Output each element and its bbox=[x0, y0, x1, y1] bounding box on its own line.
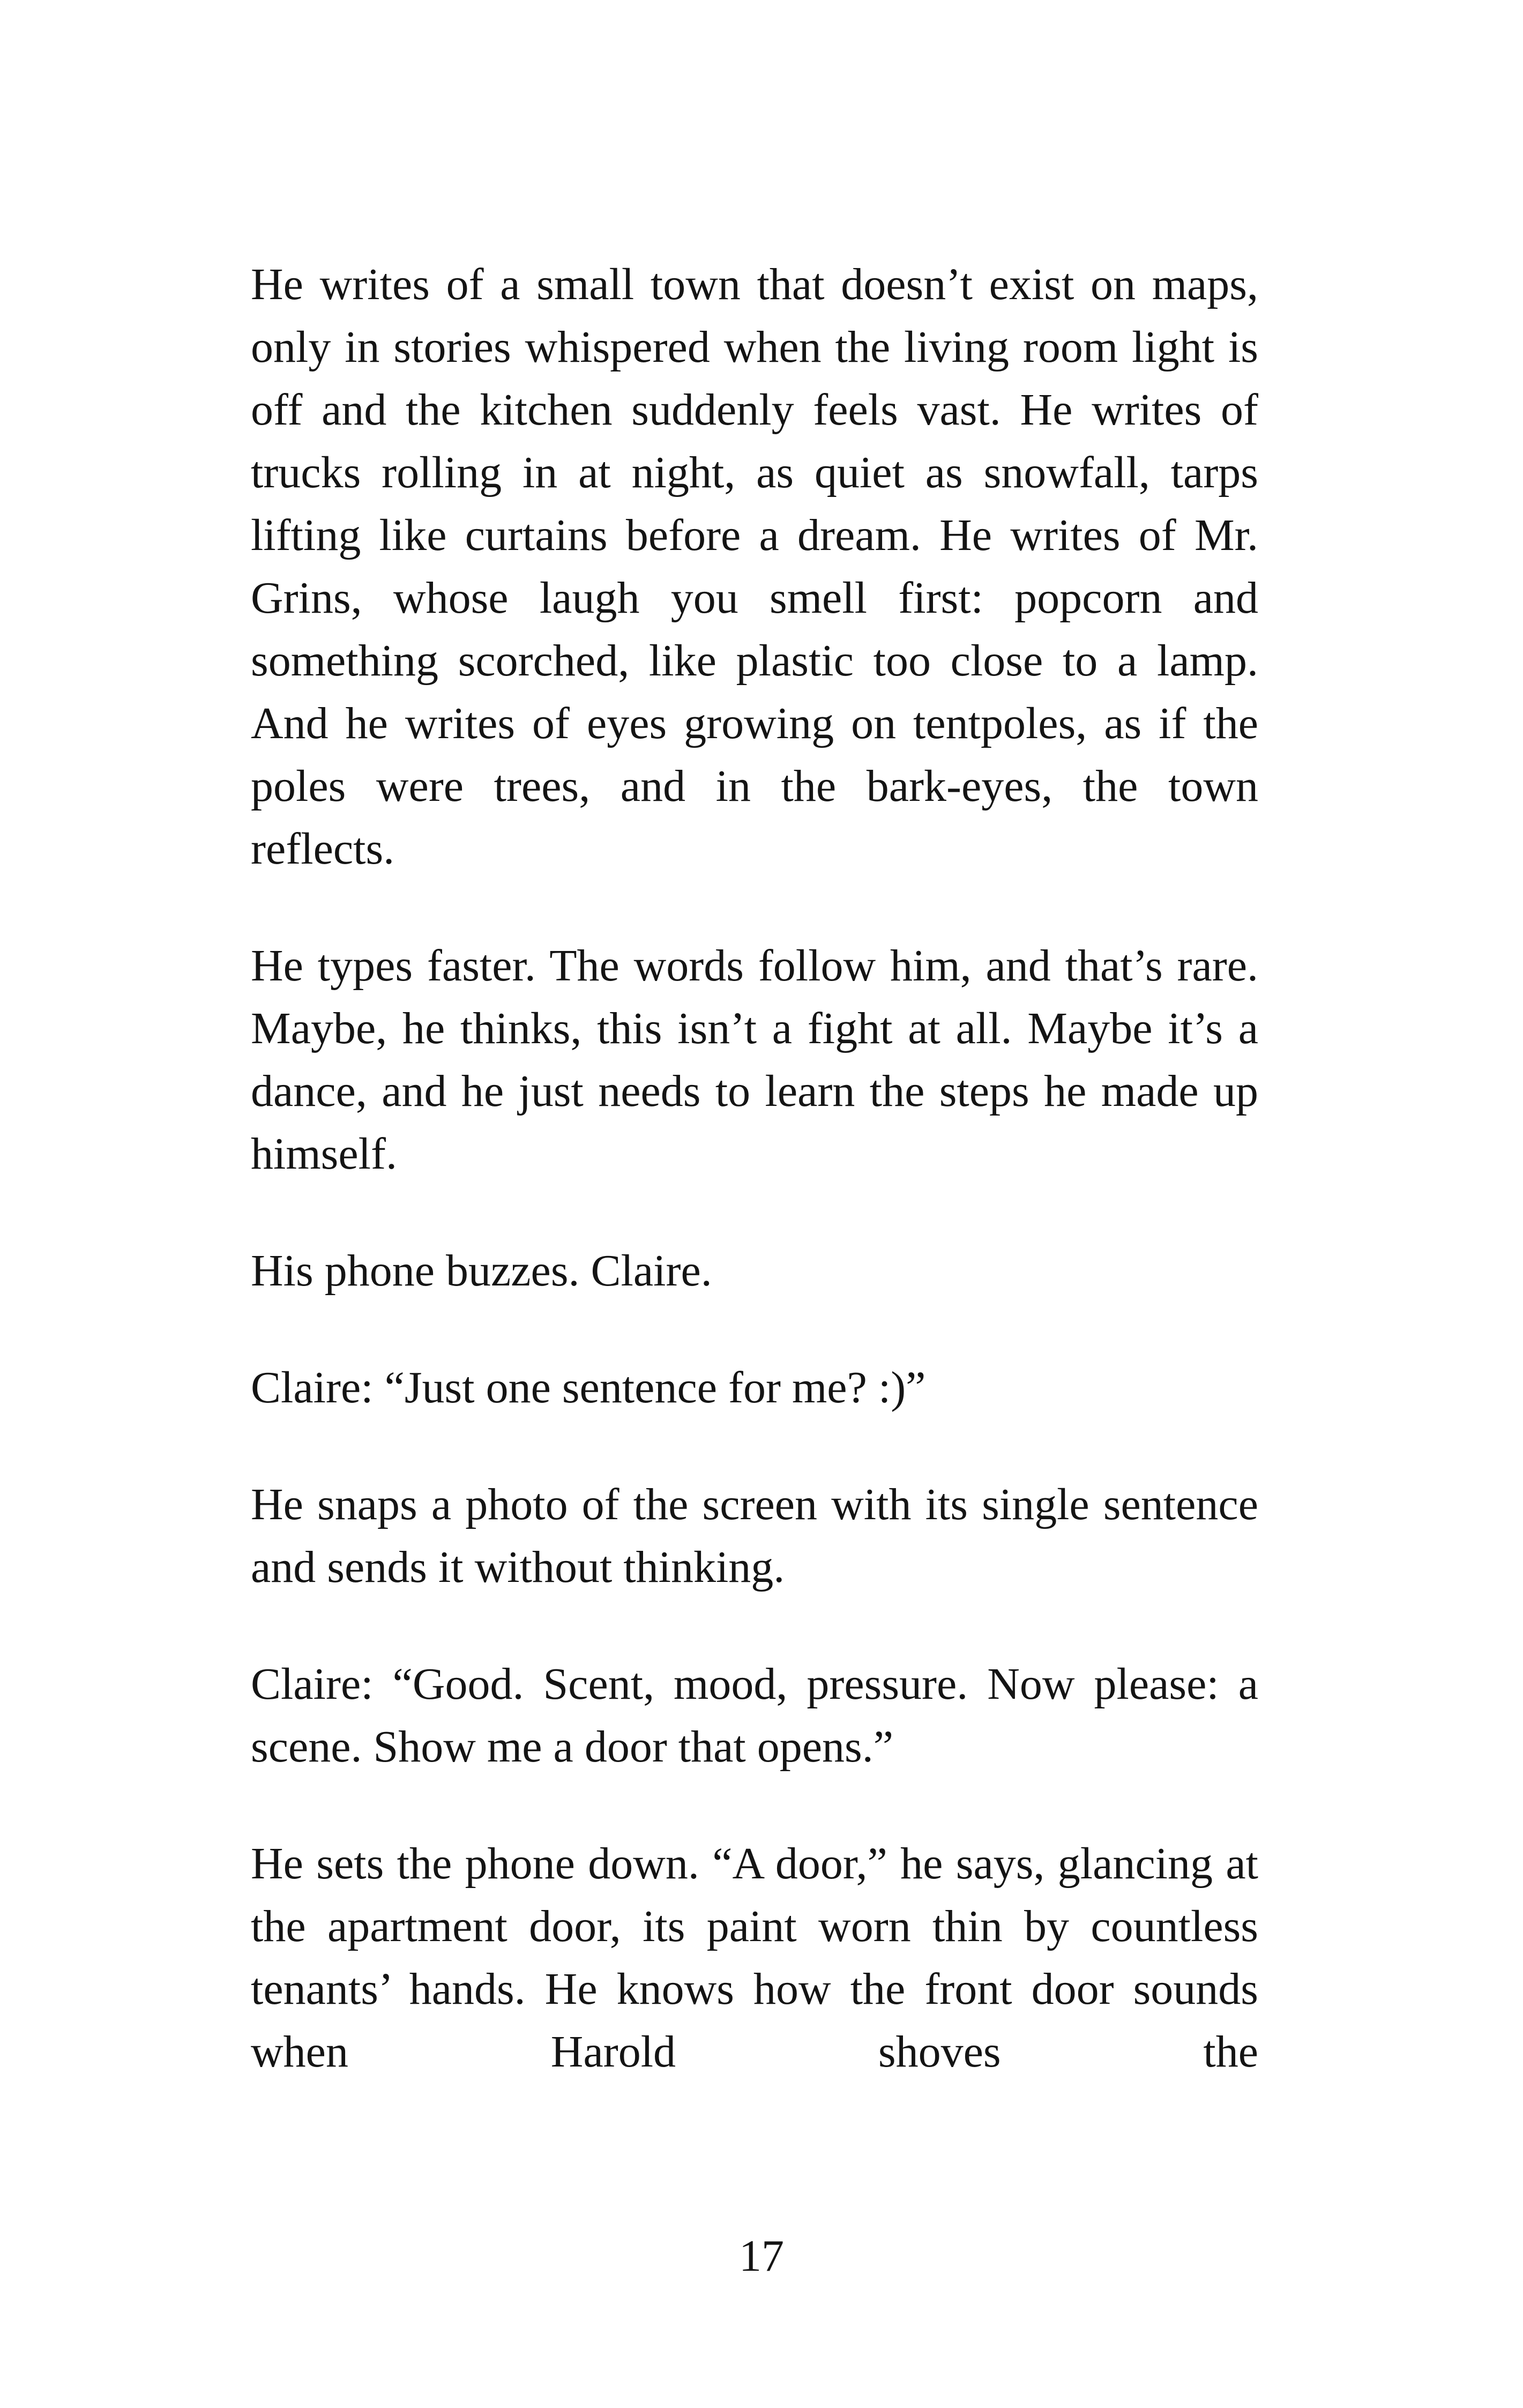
paragraph-snaps-photo: He snaps a photo of the screen with its single sentence and sends it without thinking. bbox=[251, 1480, 1258, 1592]
page-number: 17 bbox=[739, 2231, 784, 2281]
paragraph-sets-phone-down: He sets the phone down. “A door,” he says, glancing at the apartment door, its paint worn thin by countless tenants’ hands. He knows how the front door sounds when Harold shoves the bbox=[251, 1839, 1258, 2077]
paragraph-claire-one-sentence: Claire: “Just one sentence for me? :)” bbox=[251, 1363, 926, 1413]
paragraph-small-town: He writes of a small town that doesn’t exist on maps, only in stories whispered when the living room light is off and the kitchen suddenly feels vast. He writes of trucks rolling in at night, as quiet as snowfall, tarps lifting like curtains before a dream. He writes of Mr. Grins, whose laugh you smell first: popcorn and something scorched, like plastic too close to a lamp. And he writes of eyes growing on tentpoles, as if the poles were trees, and in the bark-eyes, the town reflects. bbox=[251, 259, 1258, 874]
paragraph-phone-buzzes: His phone buzzes. Claire. bbox=[251, 1246, 712, 1296]
paragraph-claire-good: Claire: “Good. Scent, mood, pressure. Now please: a scene. Show me a door that opens.” bbox=[251, 1659, 1258, 1772]
body-text bbox=[251, 253, 1258, 2083]
paragraph-types-faster: He types faster. The words follow him, and that’s rare. Maybe, he thinks, this isn’t a fight at all. Maybe it’s a dance, and he just needs to learn the steps he made up himself. bbox=[251, 941, 1258, 1179]
